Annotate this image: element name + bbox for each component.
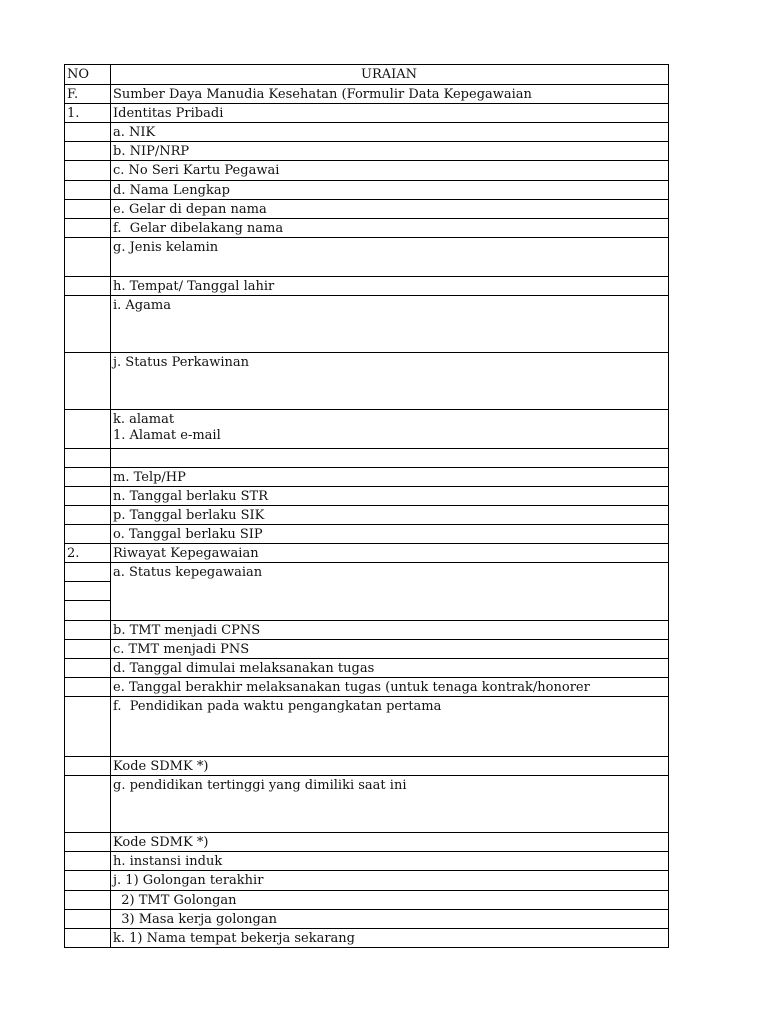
row-label: d. Tanggal dimulai melaksanakan tugas (113, 661, 375, 676)
row-label: b. TMT menjadi CPNS (113, 623, 261, 638)
row-label: b. NIP/NRP (113, 144, 190, 159)
row-border (64, 486, 669, 487)
row-label: 2) TMT Golongan (113, 893, 237, 908)
row-label: c. No Seri Kartu Pegawai (113, 163, 280, 178)
row-border (64, 851, 669, 852)
row-label: Identitas Pribadi (113, 106, 224, 121)
row-border (64, 103, 669, 104)
row-border (64, 870, 669, 871)
row-label: k. 1) Nama tempat bekerja sekarang (113, 931, 355, 946)
row-label: k. alamat (113, 412, 175, 427)
row-border (64, 696, 669, 697)
row-border (64, 524, 669, 525)
row-label: d. Nama Lengkap (113, 183, 230, 198)
row-border (64, 199, 669, 200)
row-border (64, 562, 669, 563)
row-border (64, 600, 111, 601)
row-label: g. Jenis kelamin (113, 240, 219, 255)
row-border (64, 832, 669, 833)
row-label: f. Pendidikan pada waktu pengangkatan pertama (113, 699, 442, 714)
row-label: i. Agama (113, 298, 171, 313)
row-label: n. Tanggal berlaku STR (113, 489, 268, 504)
row-label: a. NIK (113, 125, 156, 140)
row-border (64, 237, 669, 238)
row-label: h. instansi induk (113, 854, 223, 869)
row-border (64, 409, 669, 410)
row-border (64, 352, 669, 353)
row-label: Kode SDMK *) (113, 835, 209, 850)
row-border (64, 756, 669, 757)
row-label: 3) Masa kerja golongan (113, 912, 278, 927)
row-border (64, 180, 669, 181)
row-border (64, 64, 669, 65)
row-border (64, 581, 111, 582)
row-label: e. Gelar di depan nama (113, 202, 267, 217)
row-border (64, 775, 669, 776)
header-no: NO (67, 67, 90, 82)
row-number: 1. (67, 106, 80, 121)
row-label: g. pendidikan tertinggi yang dimiliki saat ini (113, 778, 407, 793)
row-border (64, 295, 669, 296)
row-label: m. Telp/HP (113, 470, 186, 485)
row-border (64, 276, 669, 277)
row-border (64, 218, 669, 219)
row-label: a. Status kepegawaian (113, 565, 263, 580)
row-border (64, 122, 669, 123)
row-border (64, 620, 669, 621)
row-border (64, 467, 669, 468)
row-border (64, 677, 669, 678)
column-border (668, 64, 669, 948)
row-border (64, 658, 669, 659)
column-border (110, 64, 111, 948)
row-border (64, 448, 669, 449)
row-label: Kode SDMK *) (113, 759, 209, 774)
row-number: F. (67, 87, 79, 102)
row-border (64, 890, 669, 891)
row-border (64, 909, 669, 910)
row-label: c. TMT menjadi PNS (113, 642, 250, 657)
row-label: j. Status Perkawinan (113, 355, 250, 370)
row-border (64, 84, 669, 85)
row-border (64, 505, 669, 506)
row-border (64, 160, 669, 161)
row-border (64, 543, 669, 544)
row-label: j. 1) Golongan terakhir (113, 873, 264, 888)
row-border (64, 639, 669, 640)
row-label: e. Tanggal berakhir melaksanakan tugas (untuk tenaga kontrak/honorer (113, 680, 590, 695)
row-border (64, 141, 669, 142)
row-label: Sumber Daya Manudia Kesehatan (Formulir Data Kepegawaian (113, 87, 532, 102)
row-label: p. Tanggal berlaku SIK (113, 508, 265, 523)
header-uraian: URAIAN (360, 67, 418, 82)
row-border (64, 928, 669, 929)
row-number: 2. (67, 546, 80, 561)
row-label: Riwayat Kepegawaian (113, 546, 259, 561)
row-label: f. Gelar dibelakang nama (113, 221, 284, 236)
column-border (64, 64, 65, 948)
row-border (64, 947, 669, 948)
row-label: o. Tanggal berlaku SIP (113, 527, 263, 542)
row-label: h. Tempat/ Tanggal lahir (113, 279, 275, 294)
row-label: 1. Alamat e-mail (113, 428, 221, 443)
